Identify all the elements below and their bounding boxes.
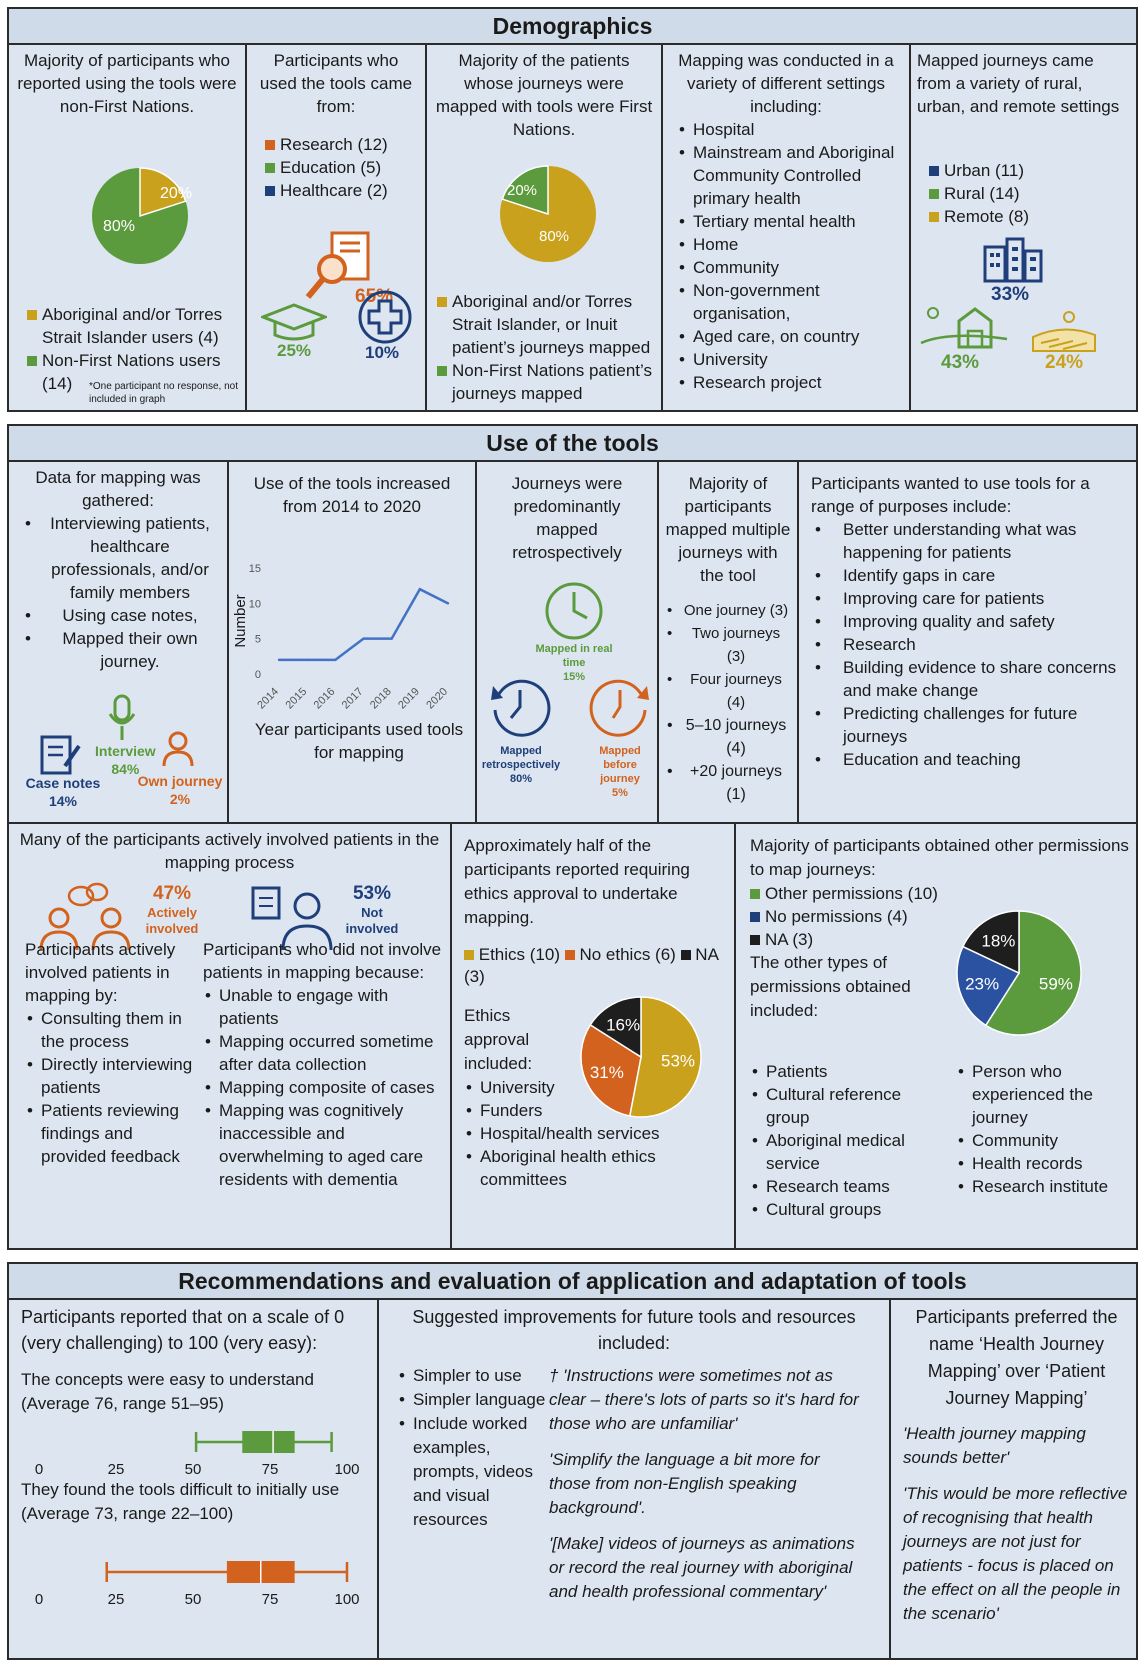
list-item: • Research institute: [956, 1175, 1145, 1198]
retro-percent: 80%: [509, 773, 533, 785]
y-axis-label: Number: [232, 594, 249, 648]
list-item: • Tertiary mental health: [677, 210, 903, 233]
ethics-cell: [452, 824, 736, 1248]
list-item: • Improving quality and safety: [813, 610, 1130, 633]
list-item: • University: [677, 348, 903, 371]
cell-text: Mapped journeys came from a variety of rural, urban, and remote settings: [917, 51, 1120, 116]
participants-origin-cell: [247, 45, 427, 410]
own-journey-label: Own journey 2%: [137, 773, 223, 807]
axis-tick-label: 0: [34, 1461, 44, 1478]
y-tick-label: 10: [248, 598, 261, 611]
cell-text: Participants wanted to use tools for a range of purposes include:: [811, 474, 1090, 516]
list-item: • Research project: [677, 371, 903, 394]
list-item: • Non-government organisation,: [677, 279, 903, 325]
clock-retrospective-icon: [489, 676, 551, 738]
retro-label: Mapped retrospectively: [481, 745, 561, 771]
list-item: • Identify gaps in care: [813, 564, 1130, 587]
list-item: • Person who experienced the journey: [956, 1060, 1145, 1129]
list-item: • Include worked examples, prompts, videos and visual resources: [397, 1412, 547, 1532]
permissions-heading: The other types of permissions obtained included:: [750, 953, 911, 1020]
rural-percent: 43%: [941, 352, 980, 373]
urban-percent: 33%: [991, 284, 1030, 305]
axis-tick-label: 75: [261, 1591, 279, 1608]
usage-trend-cell: [229, 462, 477, 822]
active-label: Actively involved: [145, 905, 199, 936]
patients-pie-chart: [493, 159, 603, 269]
ethics-heading: Ethics approval included:: [464, 1006, 533, 1073]
section-title: Use of the tools: [9, 426, 1136, 462]
before-percent: 5%: [612, 787, 628, 799]
quote: '[Make] videos of journeys as animations or record the real journey with aboriginal and health professional commentary': [549, 1534, 855, 1601]
slice-label-big: 80%: [103, 218, 136, 235]
naming-preference-cell: [891, 1300, 1136, 1658]
section-title: Recommendations and evaluation of application and adaptation of tools: [9, 1264, 1136, 1300]
interview-percent: 84%: [111, 761, 140, 777]
list-item: • Health records: [956, 1152, 1145, 1175]
axis-tick-label: 25: [107, 1591, 125, 1608]
x-tick-label: 2015: [283, 685, 310, 712]
x-axis-label: Year participants used tools for mapping: [254, 720, 464, 762]
section-title: Demographics: [9, 9, 1136, 45]
difficulty-boxplot: [17, 1530, 367, 1610]
list-item: • University: [464, 1076, 714, 1099]
list-item: • Mapping occurred sometime after data collection: [203, 1030, 449, 1076]
permissions-pie-chart: [954, 908, 1084, 1038]
list-item: • Consulting them in the process: [25, 1007, 197, 1053]
list-item: • One journey (3): [665, 599, 791, 622]
quote: 'This would be more reflective of recognising that health journeys are not just for patients - focus is placed on the effect on all the people in the scenario': [903, 1484, 1128, 1623]
interview-label: Interview: [95, 743, 156, 759]
list-item: • Research teams: [750, 1175, 940, 1198]
list-item: • Hospital: [677, 118, 903, 141]
cell-text: Journeys were predominantly mapped retrospectively: [511, 474, 623, 562]
series-line: [279, 589, 448, 660]
list-item: • 5–10 journeys (4): [665, 714, 791, 760]
list-item: • Aged care, on country: [677, 325, 903, 348]
right-heading: Participants who did not involve patients in mapping because:: [203, 940, 442, 982]
clock-realtime-icon: [543, 580, 605, 642]
participants-first-nations-cell: [9, 45, 247, 410]
list-item: • Four journeys (4): [665, 668, 791, 714]
y-tick-label: 15: [248, 563, 261, 575]
not-label: Not involved: [345, 905, 399, 936]
list-item: • Unable to engage with patients: [203, 984, 449, 1030]
data-point: [334, 659, 336, 661]
cell-text: Use of the tools increased from 2014 to 2020: [253, 474, 451, 516]
box: [242, 1431, 294, 1453]
data-gathering-cell: [9, 462, 229, 822]
slice-label-small: 20%: [160, 185, 193, 202]
healthcare-cross-icon: [357, 289, 413, 345]
permissions-cell: [736, 824, 1136, 1248]
list-item: • Mapped their own journey.: [23, 627, 221, 673]
legend-item: Other permissions (10): [750, 882, 1130, 905]
axis-tick-label: 50: [184, 1461, 202, 1478]
axis-tick-label: 100: [334, 1591, 360, 1608]
slice-label: 23%: [965, 974, 1000, 994]
slice-label-small: 20%: [507, 182, 538, 199]
cell-text: Approximately half of the participants reported requiring ethics approval to undertake mapping.: [464, 836, 690, 927]
cell-text: Suggested improvements for future tools and resources included:: [412, 1307, 856, 1353]
list-item: • Interviewing patients, healthcare professionals, and/or family members: [23, 512, 221, 604]
list-item: • Two journeys (3): [665, 622, 791, 668]
rural-urban-cell: [911, 45, 1136, 410]
slice-label-big: 80%: [539, 228, 570, 245]
footnote: *One participant no response, not included in graph: [89, 381, 238, 405]
cell-text: Majority of participants obtained other permissions to map journeys:: [750, 836, 1129, 879]
before-label: Mapped before journey: [599, 745, 641, 785]
slice-label: 53%: [661, 1051, 696, 1071]
usage-line-chart: [231, 554, 471, 724]
person-icon: [161, 730, 195, 768]
involvement-section: [7, 822, 1138, 1250]
x-tick-label: 2019: [396, 685, 422, 712]
axis-tick-label: 50: [184, 1591, 202, 1608]
education-percent: 25%: [277, 341, 312, 360]
x-tick-label: 2018: [367, 685, 394, 712]
list-item: • Simpler to use: [397, 1364, 547, 1388]
legend-item: Non-First Nations patient’s journeys mapped: [437, 359, 659, 405]
list-item: • Aboriginal medical service: [750, 1129, 940, 1175]
legend-item: Healthcare (2): [265, 179, 388, 202]
cell-text: Majority of participants mapped multiple journeys with the tool: [665, 474, 791, 585]
quote: † 'Instructions were sometimes not as clear – there's lots of parts so it's hard for those who are unfamiliar': [549, 1366, 859, 1433]
list-item: • +20 journeys (1): [665, 760, 791, 806]
ease-of-use-cell: [9, 1300, 379, 1658]
cell-text: Majority of the patients whose journeys were mapped with tools were First Nations.: [435, 51, 653, 139]
demographics-section: [7, 7, 1138, 412]
data-point: [447, 602, 449, 604]
x-tick-label: 2017: [339, 685, 366, 712]
active-percent: 47%: [152, 883, 192, 904]
realtime-percent: 15%: [562, 671, 586, 683]
axis-tick-label: 25: [107, 1461, 125, 1478]
cell-text: Participants preferred the name ‘Health Journey Mapping’ over ‘Patient Journey Mapping’: [915, 1307, 1118, 1408]
legend-item: Non-First Nations users (14): [27, 349, 242, 395]
data-point: [362, 637, 364, 639]
list-item: • Research: [813, 633, 1130, 656]
legend-item: Urban (11): [929, 159, 1029, 182]
list-item: • Building evidence to share concerns and make change: [813, 656, 1130, 702]
retrospective-cell: [477, 462, 659, 822]
legend-item: Education (5): [265, 156, 388, 179]
purposes-cell: [799, 462, 1136, 822]
data-point: [390, 637, 392, 639]
list-item: • Mapping was cognitively inaccessible and overwhelming to aged care residents with dementia: [203, 1099, 449, 1191]
realtime-label: Mapped in real time: [535, 643, 613, 669]
slice-label: 18%: [981, 931, 1016, 951]
list-item: • Mapping composite of cases: [203, 1076, 449, 1099]
axis-tick-label: 0: [34, 1591, 44, 1608]
understanding-boxplot: [17, 1410, 367, 1480]
x-tick-label: 2014: [255, 685, 282, 712]
list-item: • Using case notes,: [23, 604, 221, 627]
legend-item: No permissions (4): [750, 905, 1130, 928]
healthcare-percent: 10%: [365, 343, 400, 362]
list-item: • Patients: [750, 1060, 940, 1083]
left-heading: Participants actively involved patients in mapping by:: [25, 940, 176, 1005]
legend-item: Remote (8): [929, 205, 1029, 228]
patients-first-nations-cell: [427, 45, 663, 410]
not-percent: 53%: [352, 883, 392, 904]
recommendations-section: [7, 1262, 1138, 1660]
list-item: • Better understanding what was happening for patients: [813, 518, 1130, 564]
axis-tick-label: 100: [334, 1461, 360, 1478]
legend-item: Aboriginal and/or Torres Strait Islander users (4): [27, 303, 242, 349]
case-notes-icon: [39, 732, 81, 776]
cell-text: Participants reported that on a scale of 0 (very challenging) to 100 (very easy):: [21, 1307, 345, 1353]
list-item: • Funders: [464, 1099, 714, 1122]
ethics-legend: Ethics (10) No ethics (6) NA (3): [464, 945, 718, 986]
slice-label: 31%: [589, 1062, 624, 1082]
data-point: [306, 659, 308, 661]
graduation-cap-icon: [261, 303, 327, 343]
list-item: • Education and teaching: [813, 748, 1130, 771]
city-buildings-icon: [981, 237, 1045, 283]
research-percent: 65%: [355, 286, 394, 307]
list-item: • Cultural reference group: [750, 1083, 940, 1129]
boxplot-1-caption: The concepts were easy to understand (Average 76, range 51–95): [21, 1370, 314, 1413]
multiple-journeys-cell: [659, 462, 799, 822]
list-item: • Patients reviewing findings and provided feedback: [25, 1099, 197, 1168]
list-item: • Aboriginal health ethics committees: [464, 1145, 714, 1191]
cell-text: Majority of participants who reported using the tools were non-First Nations.: [17, 51, 237, 116]
use-section: [7, 424, 1138, 824]
boxplot-2-caption: They found the tools difficult to initially use (Average 73, range 22–100): [21, 1480, 340, 1523]
settings-cell: [663, 45, 911, 410]
list-item: • Home: [677, 233, 903, 256]
cell-text: Many of the participants actively involved patients in the mapping process: [19, 830, 440, 872]
list-item: • Hospital/health services: [464, 1122, 714, 1145]
x-tick-label: 2020: [424, 685, 451, 712]
list-item: • Mainstream and Aboriginal Community Controlled primary health: [677, 141, 903, 210]
microphone-icon: [107, 694, 137, 742]
legend-item: Research (12): [265, 133, 388, 156]
y-tick-label: 5: [254, 633, 261, 646]
ethics-pie-chart: [578, 994, 704, 1120]
patient-involvement-cell: [9, 824, 452, 1248]
remote-landscape-icon: [1029, 307, 1099, 353]
list-item: • Cultural groups: [750, 1198, 940, 1221]
legend-item: Aboriginal and/or Torres Strait Islander, or Inuit patient’s journeys mapped: [437, 290, 659, 359]
cell-text: Participants who used the tools came from:: [259, 51, 413, 116]
participants-pie-chart: [85, 161, 195, 271]
list-item: • Community: [956, 1129, 1145, 1152]
quote: 'Health journey mapping sounds better': [903, 1424, 1086, 1467]
list-item: • Improving care for patients: [813, 587, 1130, 610]
remote-percent: 24%: [1045, 352, 1084, 373]
quote: 'Simplify the language a bit more for those from non-English speaking background'.: [549, 1450, 820, 1517]
cell-text: Mapping was conducted in a variety of different settings including:: [678, 51, 894, 116]
data-point: [278, 659, 280, 661]
y-tick-label: 0: [254, 669, 261, 681]
case-notes-label: Case notes 14%: [25, 775, 101, 809]
clock-before-icon: [589, 676, 651, 738]
list-item: • Simpler language: [397, 1388, 547, 1412]
axis-tick-label: 75: [261, 1461, 279, 1478]
list-item: • Predicting challenges for future journeys: [813, 702, 1130, 748]
list-item: • Community: [677, 256, 903, 279]
barn-icon: [919, 303, 1011, 353]
improvements-cell: [379, 1300, 891, 1658]
list-item: • Directly interviewing patients: [25, 1053, 197, 1099]
slice-label: 59%: [1038, 974, 1073, 994]
slice-label: 16%: [606, 1015, 641, 1035]
data-point: [419, 588, 421, 590]
legend-item: NA (3): [750, 928, 1130, 951]
x-tick-label: 2016: [311, 685, 338, 712]
legend-item: Rural (14): [929, 182, 1029, 205]
cell-text: Data for mapping was gathered:: [35, 468, 201, 510]
